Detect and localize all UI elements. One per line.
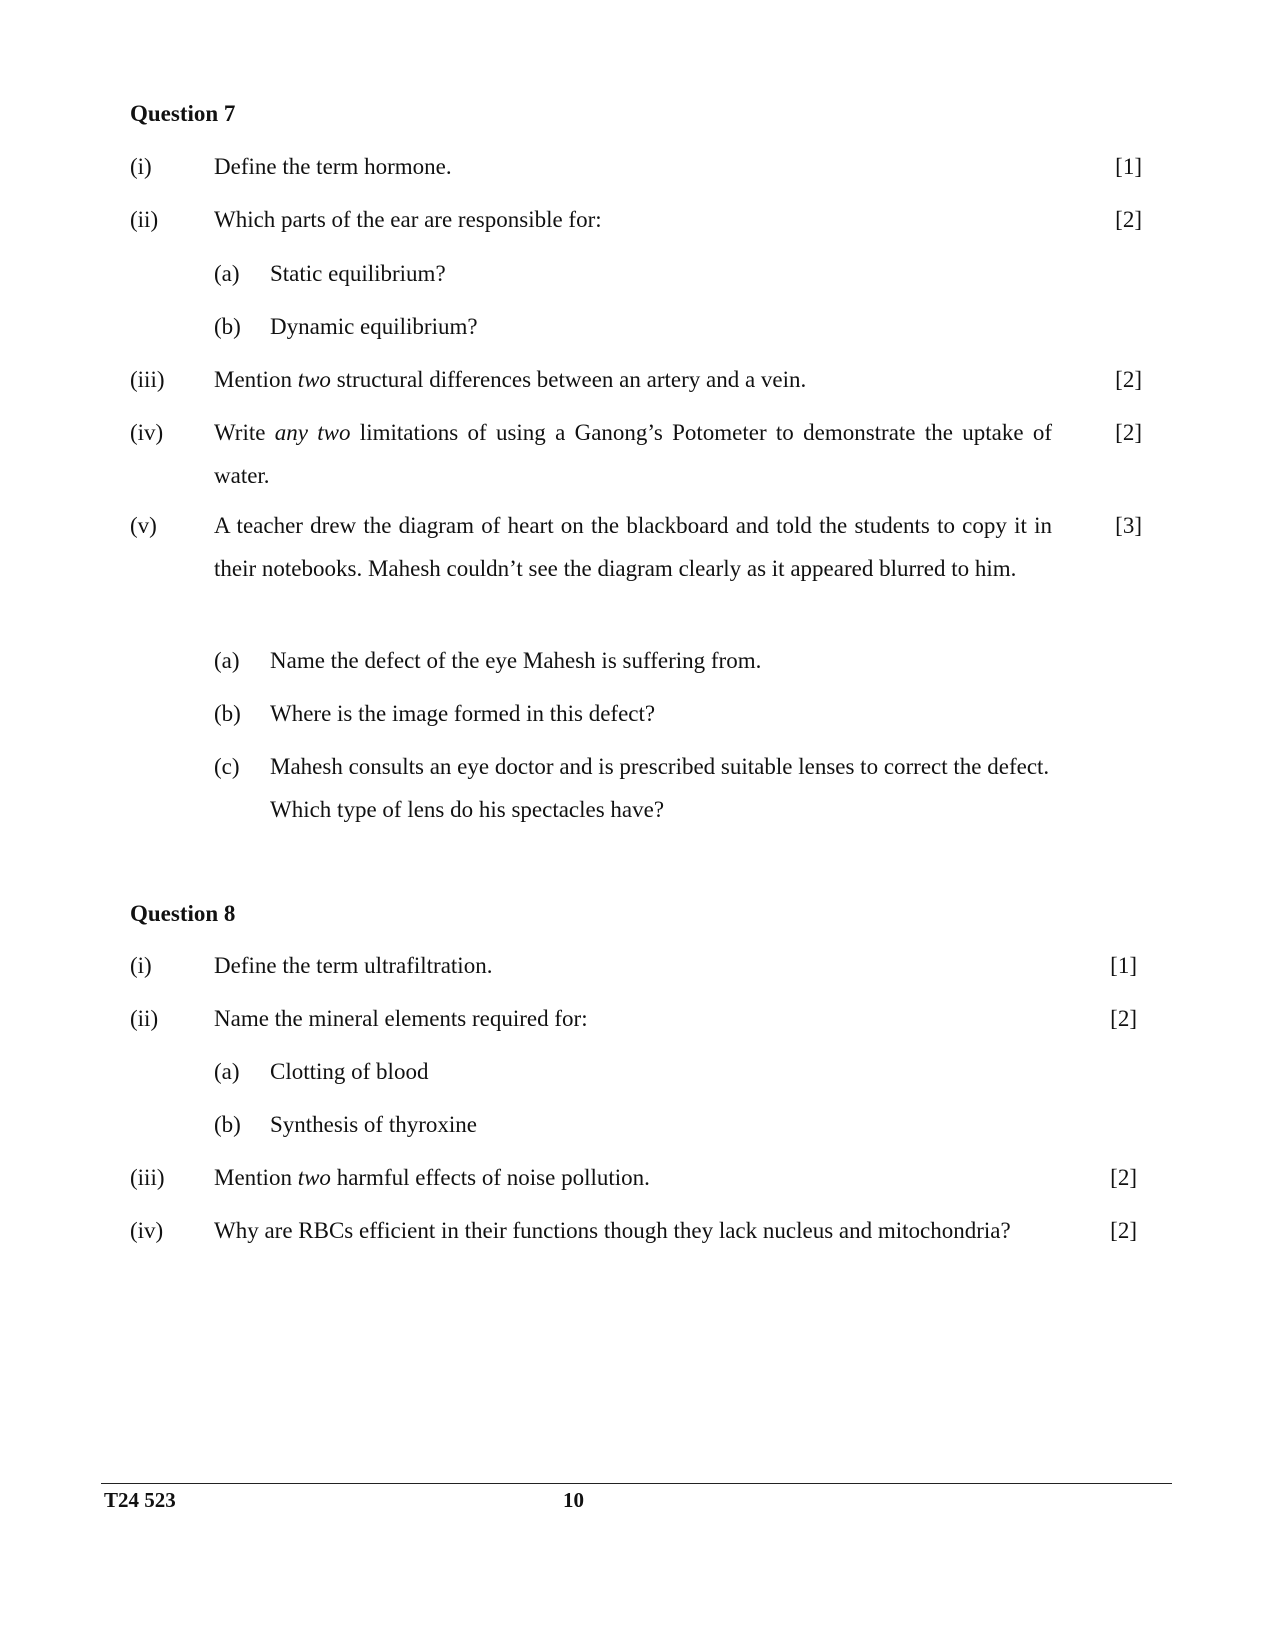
q8-ii-text: Name the mineral elements required for: bbox=[214, 1006, 588, 1031]
q7-v-c-text: Mahesh consults an eye doctor and is prescribed suitable lenses to correct the defect. Which type of lens do his spectacles have? bbox=[270, 754, 1050, 822]
q8-iii-text: Mention two harmful effects of noise pollution. bbox=[214, 1165, 650, 1190]
q7-i-marks: [1] bbox=[1115, 154, 1142, 179]
q7-i-number: (i) bbox=[130, 154, 152, 179]
q7-iv-number: (iv) bbox=[130, 420, 164, 445]
q7-v-text: A teacher drew the diagram of heart on the blackboard and told the students to copy it in their notebooks. Mahesh couldn’t see the diagram clearly as it appeared blurred to him. bbox=[214, 513, 1052, 581]
q8-iv-number: (iv) bbox=[130, 1218, 164, 1243]
q8-i-marks: [1] bbox=[1110, 953, 1137, 978]
q7-v-b-label: (b) bbox=[214, 701, 241, 726]
page-number: 10 bbox=[563, 1488, 584, 1512]
q8-ii-marks: [2] bbox=[1110, 1006, 1137, 1031]
q7-ii-number: (ii) bbox=[130, 207, 159, 232]
q7-v-marks: [3] bbox=[1115, 513, 1142, 538]
q8-i-number: (i) bbox=[130, 953, 152, 978]
q7-v-b-text: Where is the image formed in this defect? bbox=[270, 701, 656, 726]
q7-ii-a-text: Static equilibrium? bbox=[270, 261, 446, 286]
q8-iv-text: Why are RBCs efficient in their functions though they lack nucleus and mitochondria? bbox=[214, 1218, 1011, 1243]
q7-v-number: (v) bbox=[130, 513, 157, 538]
q7-ii-b-text: Dynamic equilibrium? bbox=[270, 314, 478, 339]
q7-iv-marks: [2] bbox=[1115, 420, 1142, 445]
q8-ii-b-text: Synthesis of thyroxine bbox=[270, 1112, 477, 1137]
q7-iii-marks: [2] bbox=[1115, 367, 1142, 392]
q7-iii-number: (iii) bbox=[130, 367, 165, 392]
q7-ii-b-label: (b) bbox=[214, 314, 241, 339]
q8-ii-number: (ii) bbox=[130, 1006, 159, 1031]
footer-rule bbox=[101, 1483, 1172, 1484]
q8-iv-marks: [2] bbox=[1110, 1218, 1137, 1243]
q7-v-a-text: Name the defect of the eye Mahesh is suffering from. bbox=[270, 648, 762, 673]
q7-ii-text: Which parts of the ear are responsible for: bbox=[214, 207, 602, 232]
q8-i-text: Define the term ultrafiltration. bbox=[214, 953, 493, 978]
q7-iii-text: Mention two structural differences between an artery and a vein. bbox=[214, 367, 807, 392]
q7-ii-a-label: (a) bbox=[214, 261, 240, 286]
q7-v-a-label: (a) bbox=[214, 648, 240, 673]
q8-iii-number: (iii) bbox=[130, 1165, 165, 1190]
q7-ii-marks: [2] bbox=[1115, 207, 1142, 232]
q7-i-text: Define the term hormone. bbox=[214, 154, 452, 179]
question-7-heading: Question 7 bbox=[130, 101, 236, 126]
question-8-heading: Question 8 bbox=[130, 901, 236, 926]
q8-ii-a-label: (a) bbox=[214, 1059, 240, 1084]
q8-ii-a-text: Clotting of blood bbox=[270, 1059, 429, 1084]
paper-code: T24 523 bbox=[104, 1488, 176, 1512]
q7-iv-text: Write any two limitations of using a Ganong’s Potometer to demonstrate the uptake of water. bbox=[214, 420, 1052, 488]
q7-v-c-label: (c) bbox=[214, 754, 240, 779]
q8-ii-b-label: (b) bbox=[214, 1112, 241, 1137]
q8-iii-marks: [2] bbox=[1110, 1165, 1137, 1190]
